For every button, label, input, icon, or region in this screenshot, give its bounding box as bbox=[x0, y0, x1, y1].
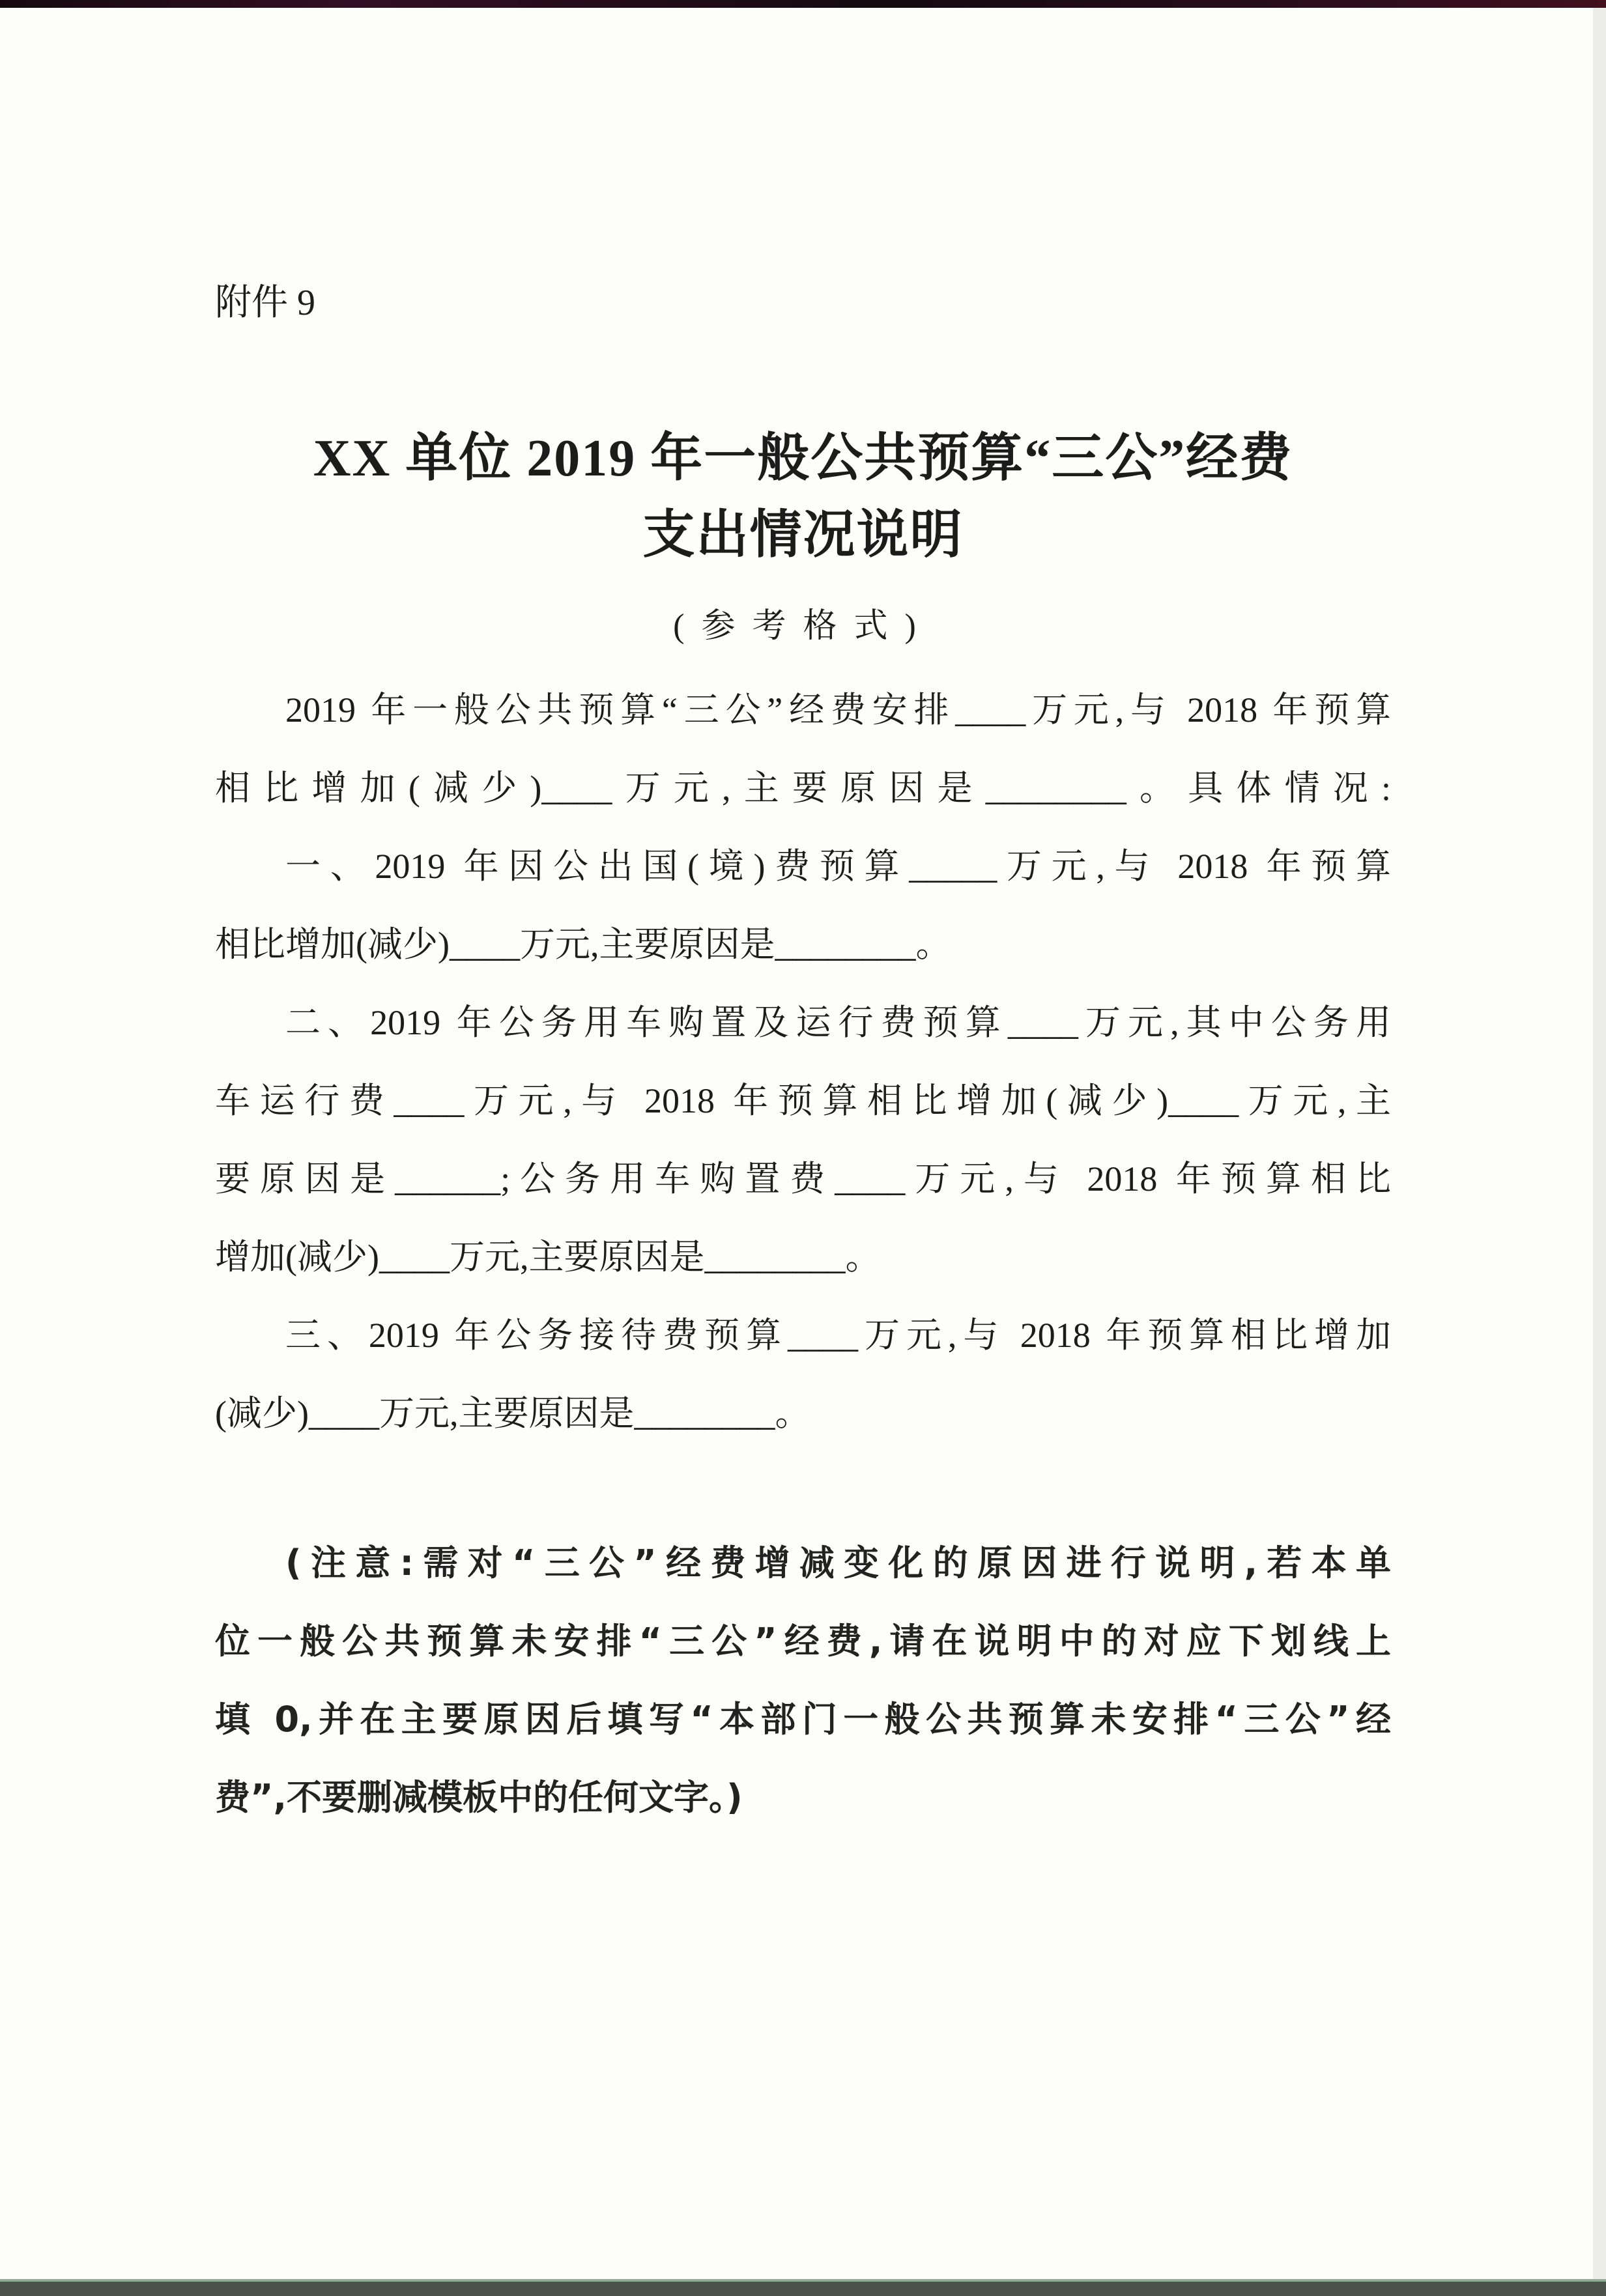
title-line-1: XX 单位 2019 年一般公共预算“三公”经费 bbox=[313, 430, 1293, 487]
note-line: (注意:需对“三公”经费增减变化的原因进行说明,若本单 bbox=[285, 1542, 1391, 1583]
scan-artifact-bottom-edge bbox=[0, 2279, 1606, 2296]
attachment-label: 附件 9 bbox=[215, 283, 315, 323]
body-text bbox=[215, 671, 1391, 1453]
body-line: 增加(减少)____万元,主要原因是________。 bbox=[215, 1238, 881, 1277]
body-line: 2019 年一般公共预算“三公”经费安排____万元,与 2018 年预算 bbox=[285, 690, 1391, 730]
scan-artifact-right-edge bbox=[1593, 8, 1606, 2282]
body-line: 一、2019 年因公出国(境)费预算_____万元,与 2018 年预算 bbox=[285, 847, 1391, 886]
body-line: 车运行费____万元,与 2018 年预算相比增加(减少)____万元,主 bbox=[215, 1081, 1391, 1120]
title-line-2: 支出情况说明 bbox=[642, 507, 964, 564]
body-line: (减少)____万元,主要原因是________。 bbox=[215, 1394, 810, 1433]
note-line: 费”,不要删减模板中的任何文字。) bbox=[215, 1777, 743, 1818]
body-line: 三、2019 年公务接待费预算____万元,与 2018 年预算相比增加 bbox=[285, 1316, 1391, 1355]
subtitle-reference-format: (参考格式) bbox=[673, 608, 933, 645]
body-line: 二、2019 年公务用车购置及运行费预算____万元,其中公务用 bbox=[285, 1003, 1391, 1042]
note-text bbox=[215, 1524, 1391, 1837]
scan-artifact-top-edge bbox=[0, 0, 1606, 8]
body-line: 要原因是______;公务用车购置费____万元,与 2018 年预算相比 bbox=[215, 1159, 1391, 1198]
note-line: 位一般公共预算未安排“三公”经费,请在说明中的对应下划线上 bbox=[215, 1621, 1391, 1662]
note-line: 填 0,并在主要原因后填写“本部门一般公共预算未安排“三公”经 bbox=[215, 1699, 1391, 1740]
document-title bbox=[0, 420, 1606, 574]
body-line: 相比增加(减少)____万元,主要原因是________。 bbox=[215, 925, 951, 964]
body-line: 相比增加(减少)____万元,主要原因是________。具体情况: bbox=[215, 769, 1391, 808]
